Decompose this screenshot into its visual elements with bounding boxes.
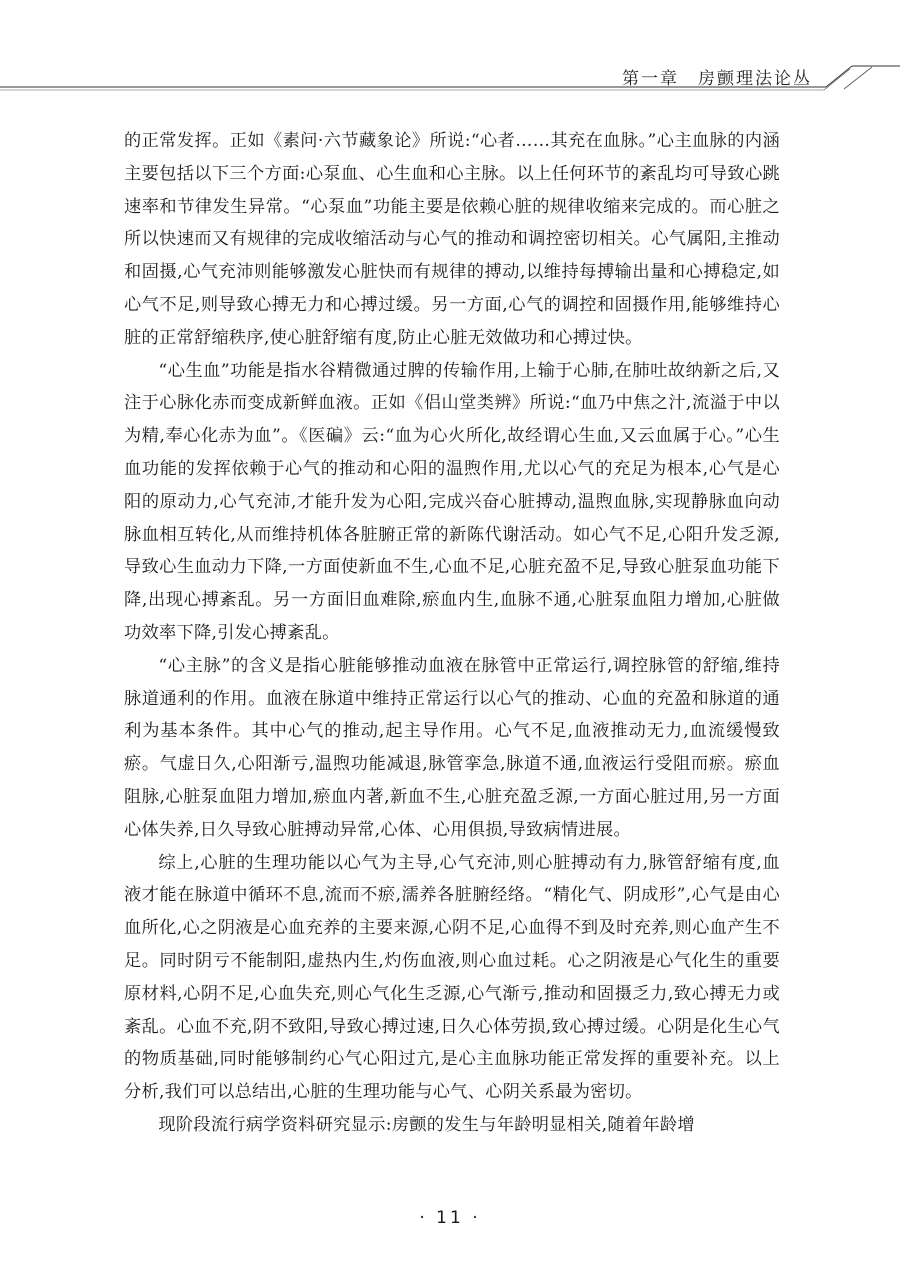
paragraph: 综上,心脏的生理功能以心气为主导,心气充沛,则心脏搏动有力,脉管舒缩有度,血液才能在脉道中循环不息,流而不瘀,濡养各脏腑经络。“精化气、阴成形”,心气是由心血所化,心之阴液是心血充养的主要来源,心阴不足,心血得不到及时充养,则心血产生不足。同时阴亏不能制阳,虚热内生,灼伤血液,则心血过耗。心之阴液是心气化生的重要原材料,心阴不足,心血失充,则心气化生乏源,心气渐亏,推动和固摄乏力,致心搏无力或紊乱。心血不充,阴不致阳,导致心搏过速,日久心体劳损,致心搏过缓。心阴是化生心气的物质基础,同时能够制约心气心阳过亢,是心主血脉功能正常发挥的重要补充。以上分析,我们可以总结出,心脏的生理功能与心气、心阴关系最为密切。 [124,852,780,1103]
paragraph: 现阶段流行病学资料研究显示:房颤的发生与年龄明显相关,随着年龄增 [158,1114,695,1135]
paragraph: “心生血”功能是指水谷精微通过脾的传输作用,上输于心肺,在肺吐故纳新之后,又注于心脉化赤而变成新鲜血液。正如《侣山堂类辨》所说:“血乃中焦之汁,流溢于中以为精,奉心化赤为血”。《医碥》云:“血为心火所化,故经谓心生血,又云血属于心。”心生血功能的发挥依赖于心气的推动和心阳的温煦作用,尤以心气的充足为根本,心气是心阳的原动力,心气充沛,才能升发为心阳,完成兴奋心脏搏动,温煦血脉,实现静脉血向动脉血相互转化,从而维持机体各脏腑正常的新陈代谢活动。如心气不足,心阳升发乏源,导致心生血动力下降,一方面使新血不生,心血不足,心脏充盈不足,导致心脏泵血功能下降,出现心搏紊乱。另一方面旧血难除,瘀血内生,血脉不通,心脏泵血阻力增加,心脏做功效率下降,引发心搏紊乱。 [124,360,780,643]
running-header [0,0,900,100]
paragraph: 的正常发挥。正如《素问·六节藏象论》所说:“心者……其充在血脉。”心主血脉的内涵主要包括以下三个方面:心泵血、心生血和心主脉。以上任何环节的紊乱均可导致心跳速率和节律发生异常。“心泵血”功能主要是依赖心脏的规律收缩来完成的。而心脏之所以快速而又有规律的完成收缩活动与心气的推动和调控密切相关。心气属阳,主推动和固摄,心气充沛则能够激发心脏快而有规律的搏动,以维持每搏输出量和心搏稳定,如心气不足,则导致心搏无力和心搏过缓。另一方面,心气的调控和固摄作用,能够维持心脏的正常舒缩秩序,使心脏舒缩有度,防止心脏无效做功和心搏过快。 [124,131,780,348]
page-number: · 11 · [419,1208,481,1228]
paragraph: “心主脉”的含义是指心脏能够推动血液在脉管中正常运行,调控脉管的舒缩,维持脉道通利的作用。血液在脉道中维持正常运行以心气的推动、心血的充盈和脉道的通利为基本条件。其中心气的推动,起主导作用。心气不足,血液推动无力,血流缓慢致瘀。气虚日久,心阳渐亏,温煦功能减退,脉管挛急,脉道不通,血液运行受阻而瘀。瘀血阻脉,心脏泵血阻力增加,瘀血内著,新血不生,心脏充盈乏源,一方面心脏过用,另一方面心体失养,日久导致心脏搏动异常,心体、心用俱损,导致病情进展。 [124,655,780,840]
chapter-title: 第一章 房颤理法论丛 [622,69,812,89]
body-text [124,125,780,1142]
